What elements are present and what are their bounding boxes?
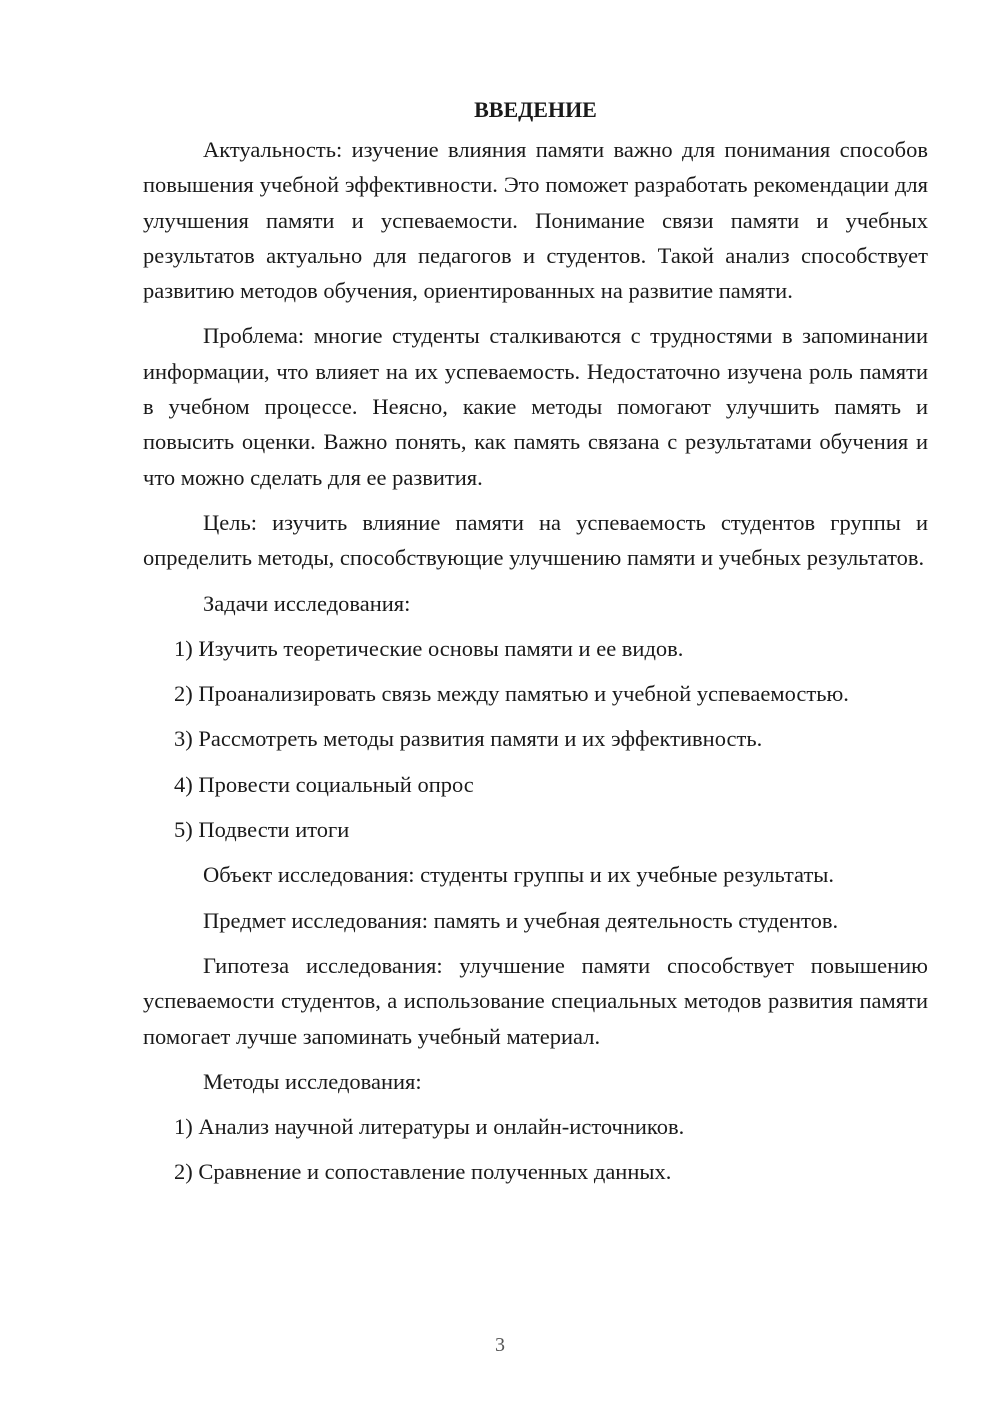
task-item: 1) Изучить теоретические основы памяти и ее видов. xyxy=(174,635,684,661)
relevance-paragraph: Актуальность: изучение влияния памяти важно для понимания способов повышения учебной эффективности. Это поможет разработать рекомендации для улучшения памяти и успеваемости. Понимание связи памяти и учебных результатов актуально для педагогов и студентов. Такой анализ способствует развитию методов обучения, ориентированных на развитие памяти. xyxy=(143,137,928,304)
methods-heading: Методы исследования: xyxy=(203,1068,422,1094)
tasks-heading: Задачи исследования: xyxy=(203,590,411,616)
goal-paragraph: Цель: изучить влияние памяти на успеваемость студентов группы и определить методы, способствующие улучшению памяти и учебных результатов. xyxy=(143,509,928,571)
section-title: ВВЕДЕНИЕ xyxy=(474,97,597,122)
problem-paragraph: Проблема: многие студенты сталкиваются с трудностями в запоминании информации, что влияет на их успеваемость. Недостаточно изучена роль памяти в учебном процессе. Неясно, какие методы помогают улучшить память и повысить оценки. Важно понять, как память связана с результатами обучения и что можно сделать для ее развития. xyxy=(143,323,928,490)
method-item: 2) Сравнение и сопоставление полученных данных. xyxy=(174,1159,672,1185)
document-page xyxy=(143,92,928,1190)
task-item: 3) Рассмотреть методы развития памяти и их эффективность. xyxy=(174,726,763,752)
subject-paragraph: Предмет исследования: память и учебная деятельность студентов. xyxy=(203,907,839,933)
task-item: 4) Провести социальный опрос xyxy=(174,771,474,797)
object-paragraph: Объект исследования: студенты группы и их учебные результаты. xyxy=(203,862,835,888)
task-item: 2) Проанализировать связь между памятью и учебной успеваемостью. xyxy=(174,681,849,707)
method-item: 1) Анализ научной литературы и онлайн-источников. xyxy=(174,1114,685,1140)
task-item: 5) Подвести итоги xyxy=(174,817,350,843)
hypothesis-paragraph: Гипотеза исследования: улучшение памяти способствует повышению успеваемости студентов, а использование специальных методов развития памяти помогает лучше запоминать учебный материал. xyxy=(143,952,928,1049)
page-number: 3 xyxy=(495,1334,505,1356)
